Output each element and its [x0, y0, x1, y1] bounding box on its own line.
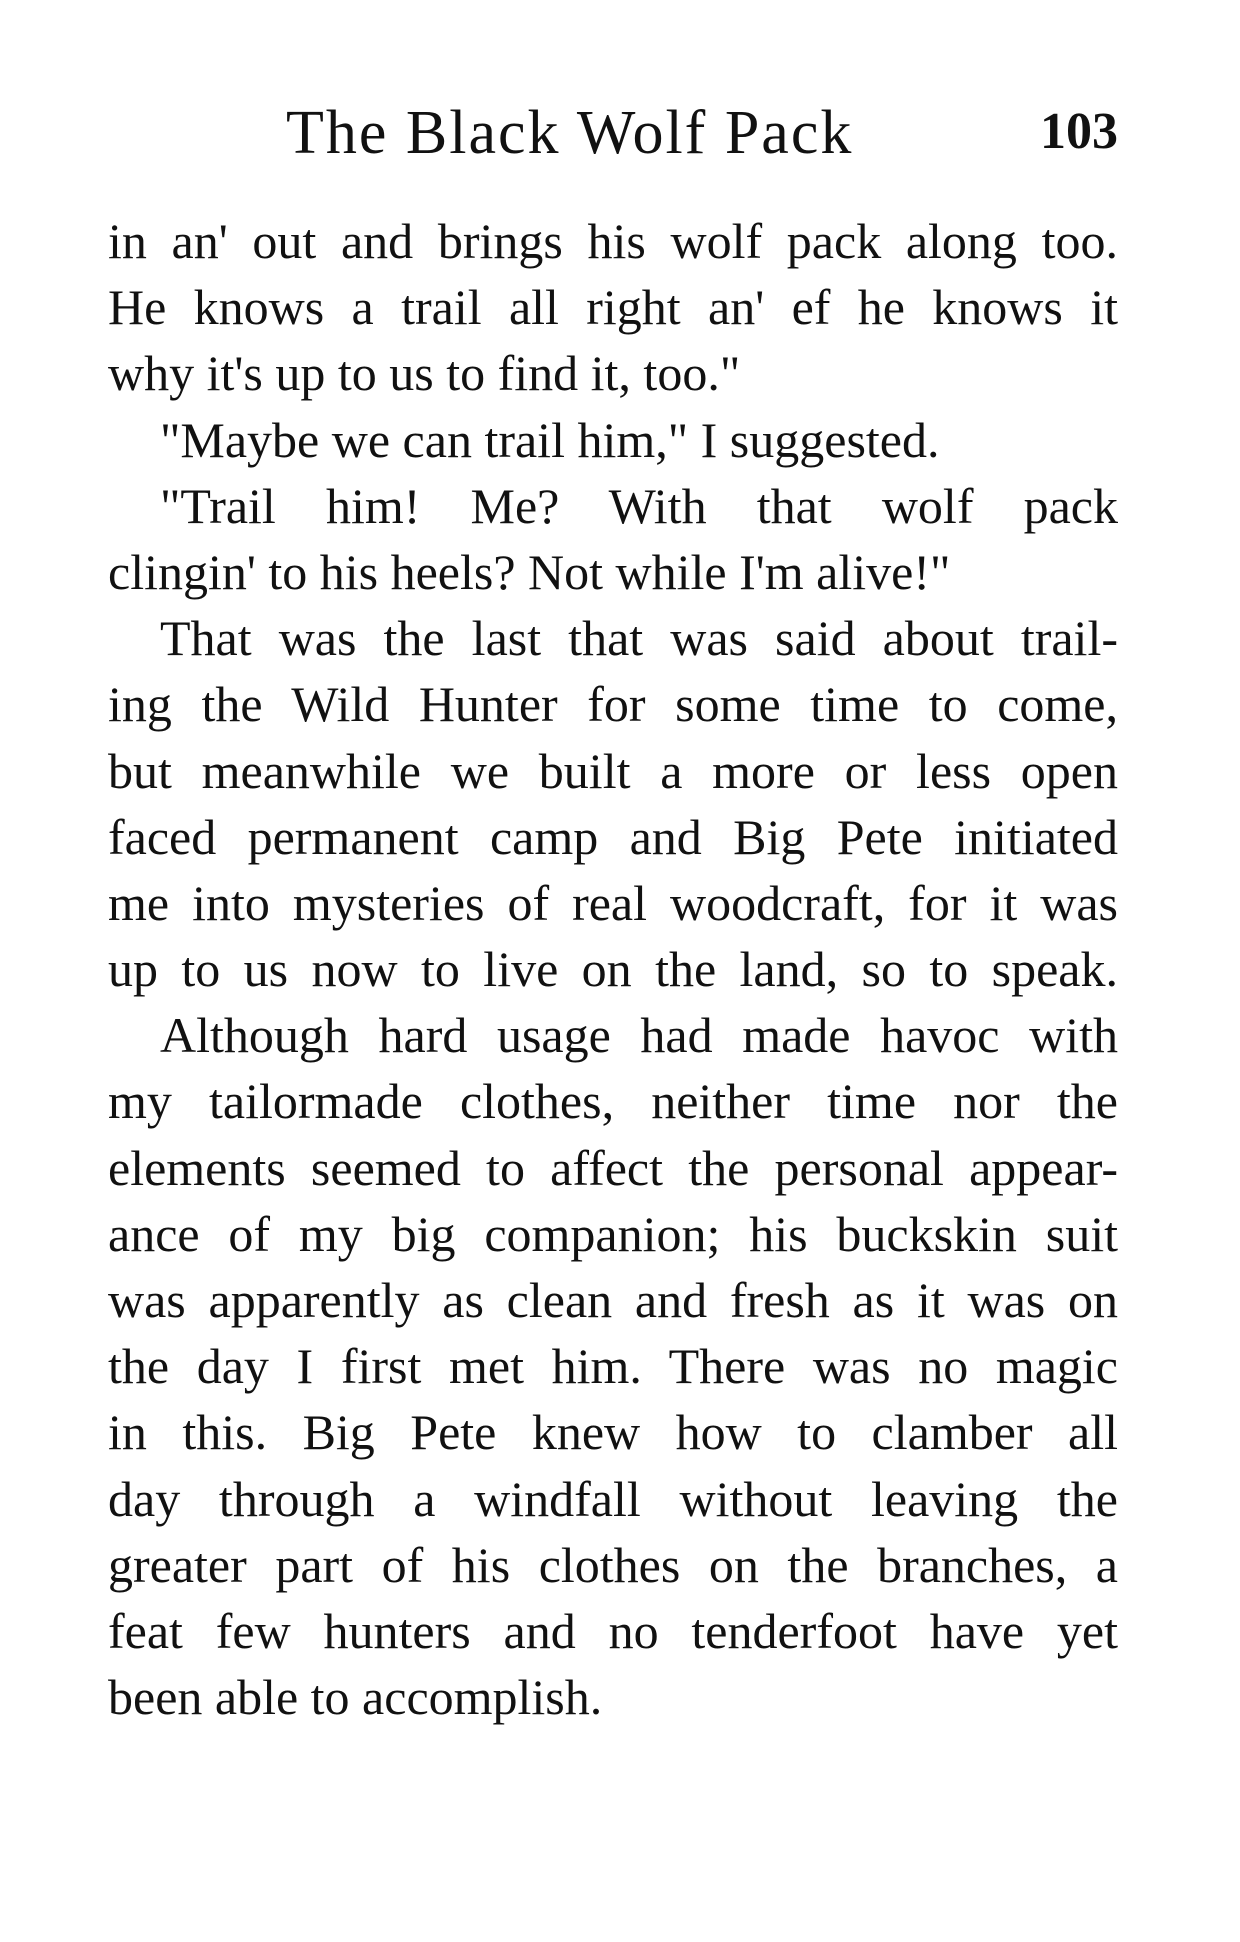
text-line: "Trail him! Me? With that wolf pack — [160, 477, 1118, 534]
text-line: ance of my big companion; his buckskin suit — [108, 1205, 1118, 1262]
text-line: up to us now to live on the land, so to speak. — [108, 941, 1118, 998]
page-number: 103 — [1040, 103, 1118, 160]
text-line: greater part of his clothes on the branches, a — [108, 1536, 1118, 1593]
text-line: was apparently as clean and fresh as it was on — [108, 1272, 1118, 1328]
text-line: elements seemed to affect the personal appear- — [108, 1139, 1118, 1196]
text-line: been able to accomplish. — [108, 1669, 603, 1726]
text-line: in this. Big Pete knew how to clamber all — [108, 1404, 1118, 1461]
text-line: ing the Wild Hunter for some time to come, — [108, 676, 1118, 733]
text-line: He knows a trail all right an' ef he knows it — [108, 279, 1118, 336]
text-line: why it's up to us to find it, too." — [108, 345, 741, 402]
text-line: feat few hunters and no tenderfoot have yet — [108, 1602, 1118, 1659]
text-line: me into mysteries of real woodcraft, for it was — [108, 874, 1118, 931]
text-line: Although hard usage had made havoc with — [160, 1007, 1118, 1064]
text-line: day through a windfall without leaving the — [108, 1470, 1118, 1527]
text-line: clingin' to his heels? Not while I'm alive!" — [108, 543, 951, 600]
text-line: in an' out and brings his wolf pack along too. — [108, 213, 1118, 269]
running-head — [108, 98, 1118, 178]
text-line: "Maybe we can trail him," I suggested. — [160, 411, 940, 468]
text-line: That was the last that was said about trail- — [160, 610, 1118, 667]
text-line: faced permanent camp and Big Pete initiated — [108, 808, 1118, 865]
text-line: but meanwhile we built a more or less open — [108, 742, 1118, 799]
text-line: my tailormade clothes, neither time nor the — [108, 1073, 1118, 1130]
running-title: The Black Wolf Pack — [286, 99, 854, 167]
text-line: the day I first met him. There was no magic — [108, 1338, 1118, 1395]
body-text — [108, 208, 1118, 1730]
